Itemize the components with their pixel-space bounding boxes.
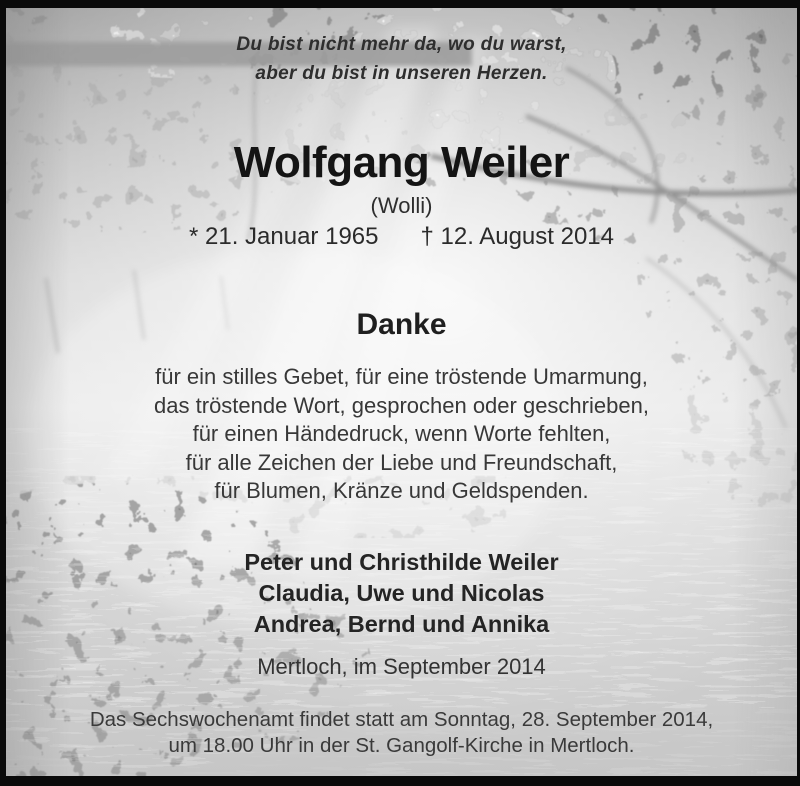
memorial-service-info xyxy=(6,707,797,758)
thanks-line: für alle Zeichen der Liebe und Freundschaft, xyxy=(185,449,618,475)
thanks-text xyxy=(6,363,797,506)
epitaph-line-2: aber du bist in unseren Herzen. xyxy=(255,63,548,84)
deceased-nickname: (Wolli) xyxy=(370,193,433,218)
thanks-line: für einen Händedruck, wenn Worte fehlten, xyxy=(192,421,611,446)
thanks-heading: Danke xyxy=(356,308,447,341)
service-line-2: um 18.00 Uhr in der St. Gangolf-Kirche in Mertloch. xyxy=(168,733,635,757)
family-line: Peter und Christhilde Weiler xyxy=(244,549,559,575)
notice-text-overlay xyxy=(6,8,797,776)
family-line: Claudia, Uwe und Nicolas xyxy=(258,580,545,606)
service-line-1: Das Sechswochenamt findet statt am Sonntag, 28. September 2014, xyxy=(89,708,714,731)
life-dates xyxy=(6,222,797,252)
place-and-date: Mertloch, im September 2014 xyxy=(257,654,546,679)
family-line: Andrea, Bernd und Annika xyxy=(253,611,550,637)
epitaph-verse xyxy=(6,30,797,88)
thanks-line: für Blumen, Kränze und Geldspenden. xyxy=(214,478,589,503)
deceased-name: Wolfgang Weiler xyxy=(233,138,570,187)
mourning-family xyxy=(6,547,797,640)
thanks-line: das tröstende Wort, gesprochen oder geschrieben, xyxy=(154,392,649,418)
death-date: † 12. August 2014 xyxy=(420,223,614,250)
birth-date: * 21. Januar 1965 xyxy=(189,223,379,250)
thanks-line: für ein stilles Gebet, für eine tröstende Umarmung, xyxy=(155,364,648,389)
epitaph-line-1: Du bist nicht mehr da, wo du warst, xyxy=(236,34,567,55)
memorial-photo-background xyxy=(6,8,797,776)
